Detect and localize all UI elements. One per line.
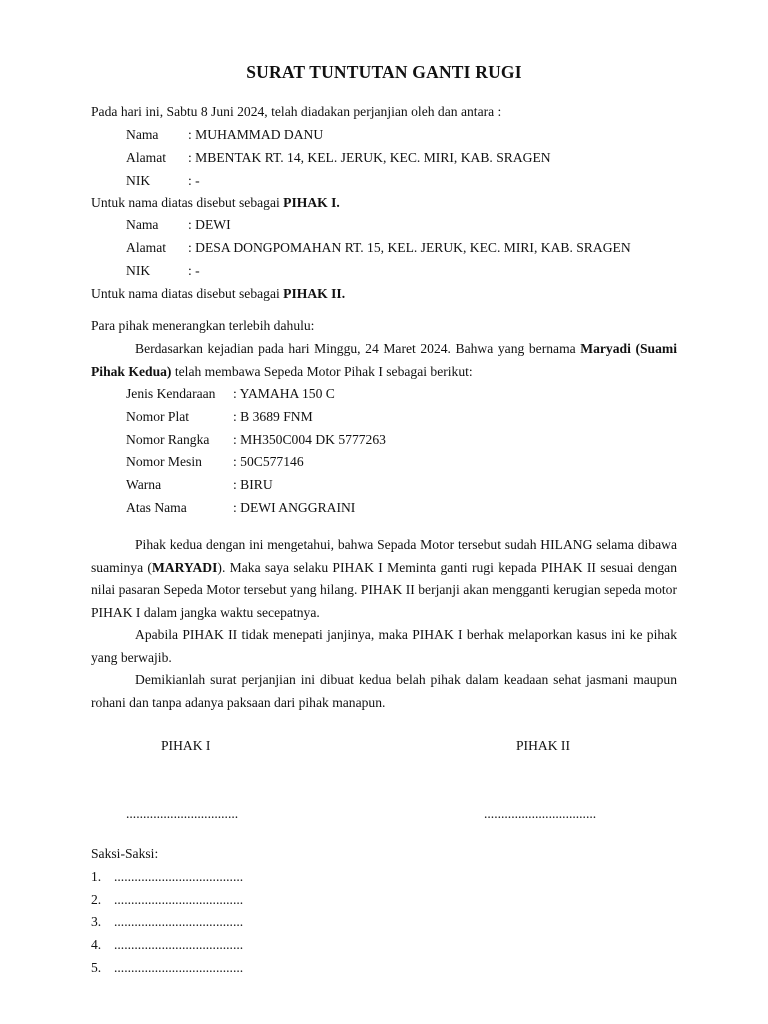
- vehicle-value: : DEWI ANGGRAINI: [233, 500, 356, 515]
- witness-line: ......................................: [114, 892, 244, 907]
- witness-line: ......................................: [114, 960, 244, 975]
- pihak1-nik-value: : -: [188, 173, 200, 188]
- pihak1-closing-bold: PIHAK I.: [283, 195, 340, 210]
- signature-line-pihak1: .................................: [126, 806, 239, 821]
- vehicle-value: : 50C577146: [233, 454, 304, 469]
- signature-label-pihak2: PIHAK II: [516, 738, 570, 753]
- para-pihak-text: Para pihak menerangkan terlebih dahulu:: [91, 318, 315, 333]
- pihak1-closing: [91, 195, 340, 211]
- witness-number: 1.: [91, 869, 102, 884]
- pihak1-nik-label: NIK: [126, 173, 151, 188]
- witness-number: 5.: [91, 960, 102, 975]
- intro-text: Pada hari ini, Sabtu 8 Juni 2024, telah diadakan perjanjian oleh dan antara :: [91, 104, 502, 119]
- vehicle-label: Nomor Rangka: [126, 432, 210, 447]
- vehicle-label: Nomor Plat: [126, 409, 190, 424]
- pihak2-nik-value: : -: [188, 263, 200, 278]
- pihak2-closing: [91, 286, 345, 302]
- witnesses-heading: Saksi-Saksi:: [91, 846, 159, 861]
- document-title: SURAT TUNTUTAN GANTI RUGI: [246, 62, 522, 82]
- pihak1-alamat-value: : MBENTAK RT. 14, KEL. JERUK, KEC. MIRI, KAB. SRAGEN: [188, 150, 551, 165]
- para1-text-b: ). Maka saya selaku PIHAK I Meminta ganti rugi kepada PIHAK II sesuai dengan nilai pasaran Sepeda Motor tersebut yang hilang. PIHAK II berjanji akan mengganti kerugian sepeda motor PIHAK I dalam jangka waktu secepatnya.: [91, 559, 677, 620]
- pihak2-alamat-value: : DESA DONGPOMAHAN RT. 15, KEL. JERUK, KEC. MIRI, KAB. SRAGEN: [188, 240, 631, 255]
- witness-line: ......................................: [114, 869, 244, 884]
- statement-paragraph-1: [91, 534, 677, 624]
- pihak1-alamat-label: Alamat: [126, 150, 167, 165]
- pihak1-nama-label: Nama: [126, 127, 159, 142]
- statement-paragraph-3: Demikianlah surat perjanjian ini dibuat kedua belah pihak dalam keadaan sehat jasmani maupun rohani dan tanpa adanya paksaan dari pihak manapun.: [91, 672, 677, 710]
- witness-number: 4.: [91, 937, 102, 952]
- vehicle-value: : YAMAHA 150 C: [233, 386, 335, 401]
- vehicle-label: Warna: [126, 477, 162, 492]
- statement-paragraph-2: Apabila PIHAK II tidak menepati janjinya, maka PIHAK I berhak melaporkan kasus ini ke pihak yang berwajib.: [91, 627, 677, 665]
- vehicle-label: Nomor Mesin: [126, 454, 202, 469]
- event-paragraph: [91, 338, 677, 383]
- event-bold-b: (Suami Pihak Kedua): [91, 341, 677, 379]
- pihak2-closing-bold: PIHAK II.: [283, 286, 346, 301]
- pihak2-nama-value: : DEWI: [188, 217, 231, 232]
- signature-label-pihak1: PIHAK I: [161, 738, 211, 753]
- para1-text-a: Pihak kedua dengan ini mengetahui, bahwa Sepada Motor tersebut sudah HILANG selama dibawa suaminya (: [91, 537, 677, 575]
- event-text-b: telah membawa Sepeda Motor Pihak I sebagai berikut:: [171, 363, 473, 379]
- vehicle-value: : B 3689 FNM: [233, 409, 313, 424]
- pihak2-alamat-label: Alamat: [126, 240, 167, 255]
- vehicle-value: : MH350C004 DK 5777263: [233, 432, 386, 447]
- event-bold-a: Maryadi: [580, 341, 631, 356]
- witness-line: ......................................: [114, 914, 244, 929]
- event-text-a: Berdasarkan kejadian pada hari Minggu, 24 Maret 2024. Bahwa yang bernama: [135, 341, 581, 356]
- pihak2-nama-label: Nama: [126, 217, 159, 232]
- witness-line: ......................................: [114, 937, 244, 952]
- witness-number: 2.: [91, 892, 102, 907]
- pihak1-nama-value: : MUHAMMAD DANU: [188, 127, 324, 142]
- pihak1-closing-text: Untuk nama diatas disebut sebagai: [91, 195, 284, 210]
- witness-number: 3.: [91, 914, 102, 929]
- vehicle-value: : BIRU: [233, 477, 273, 492]
- vehicle-label: Jenis Kendaraan: [126, 386, 216, 401]
- pihak2-closing-text: Untuk nama diatas disebut sebagai: [91, 286, 284, 301]
- signature-line-pihak2: .................................: [484, 806, 597, 821]
- pihak2-nik-label: NIK: [126, 263, 151, 278]
- vehicle-label: Atas Nama: [126, 500, 187, 515]
- para1-bold: MARYADI: [151, 559, 218, 575]
